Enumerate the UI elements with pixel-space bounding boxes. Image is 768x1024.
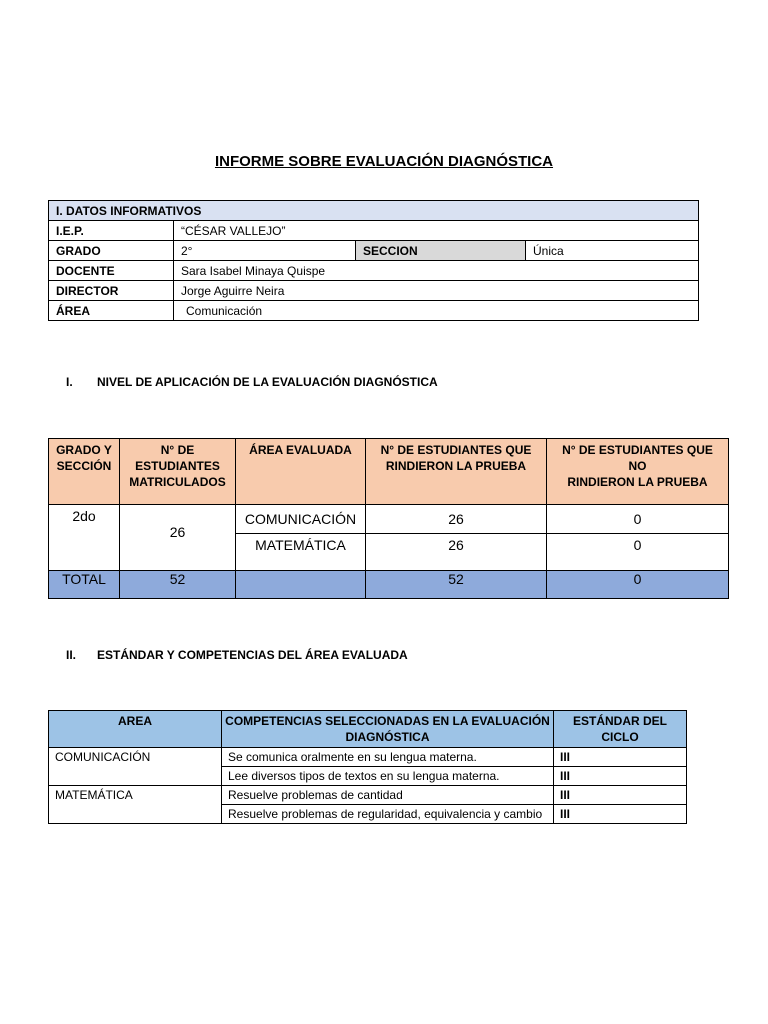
total-area: [236, 571, 366, 599]
total-rindieron: 52: [366, 571, 547, 599]
matriculados-cell: 26: [120, 505, 236, 571]
area-label: ÁREA: [49, 301, 174, 321]
seccion-label: SECCION: [356, 241, 526, 261]
competencia-cell: Resuelve problemas de regularidad, equivalencia y cambio: [222, 805, 554, 824]
estandar-cell: III: [554, 805, 687, 824]
section-1-heading: [66, 375, 438, 389]
area-evaluada-cell: COMUNICACIÓN: [236, 505, 366, 534]
grado-label: GRADO: [49, 241, 174, 261]
header-competencias: COMPETENCIAS SELECCIONADAS EN LA EVALUACIÓN DIAGNÓSTICA: [222, 711, 554, 748]
iep-label: I.E.P.: [49, 221, 174, 241]
total-row: [49, 571, 729, 599]
competencia-cell: Lee diversos tipos de textos en su lengua materna.: [222, 767, 554, 786]
header-area-evaluada: ÁREA EVALUADA: [236, 439, 366, 505]
table-row: [49, 748, 687, 767]
report-title-text: INFORME SOBRE EVALUACIÓN DIAGNÓSTICA: [214, 153, 554, 170]
section-1-title: NIVEL DE APLICACIÓN DE LA EVALUACIÓN DIAGNÓSTICA: [97, 375, 438, 389]
header-rindieron: N° DE ESTUDIANTES QUE RINDIERON LA PRUEBA: [366, 439, 547, 505]
no-rindieron-cell: 0: [547, 505, 729, 534]
table-row: [49, 786, 687, 805]
report-title: [0, 153, 768, 170]
iep-value: “CÉSAR VALLEJO”: [174, 221, 699, 241]
header-area: AREA: [49, 711, 222, 748]
competencia-cell: Se comunica oralmente en su lengua materna.: [222, 748, 554, 767]
section-1-number: I.: [66, 375, 73, 389]
total-label: TOTAL: [49, 571, 120, 599]
area-value: Comunicación: [174, 301, 699, 321]
area-cell: COMUNICACIÓN: [49, 748, 222, 786]
estandar-cell: III: [554, 748, 687, 767]
header-no-rindieron: N° DE ESTUDIANTES QUE NO RINDIERON LA PRUEBA: [547, 439, 729, 505]
rindieron-cell: 26: [366, 534, 547, 571]
nivel-aplicacion-table: [48, 438, 729, 599]
competencias-table: [48, 710, 687, 824]
datos-informativos-table: [48, 200, 699, 321]
area-evaluada-cell: MATEMÁTICA: [236, 534, 366, 571]
table-row: [49, 505, 729, 534]
docente-value: Sara Isabel Minaya Quispe: [174, 261, 699, 281]
header-estandar: ESTÁNDAR DEL CICLO: [554, 711, 687, 748]
competencia-cell: Resuelve problemas de cantidad: [222, 786, 554, 805]
header-grado-seccion: GRADO Y SECCIÓN: [49, 439, 120, 505]
no-rindieron-cell: 0: [547, 534, 729, 571]
section-2-heading: [66, 648, 408, 662]
total-matriculados: 52: [120, 571, 236, 599]
grado-cell: 2do: [49, 505, 120, 571]
estandar-cell: III: [554, 767, 687, 786]
section-2-title: ESTÁNDAR Y COMPETENCIAS DEL ÁREA EVALUADA: [97, 648, 408, 662]
director-value: Jorge Aguirre Neira: [174, 281, 699, 301]
datos-header: I. DATOS INFORMATIVOS: [49, 201, 699, 221]
grado-value: 2°: [174, 241, 356, 261]
docente-label: DOCENTE: [49, 261, 174, 281]
seccion-value: Única: [526, 241, 699, 261]
estandar-cell: III: [554, 786, 687, 805]
rindieron-cell: 26: [366, 505, 547, 534]
area-cell: MATEMÁTICA: [49, 786, 222, 824]
total-no-rindieron: 0: [547, 571, 729, 599]
section-2-number: II.: [66, 648, 77, 662]
director-label: DIRECTOR: [49, 281, 174, 301]
header-matriculados: N° DE ESTUDIANTES MATRICULADOS: [120, 439, 236, 505]
